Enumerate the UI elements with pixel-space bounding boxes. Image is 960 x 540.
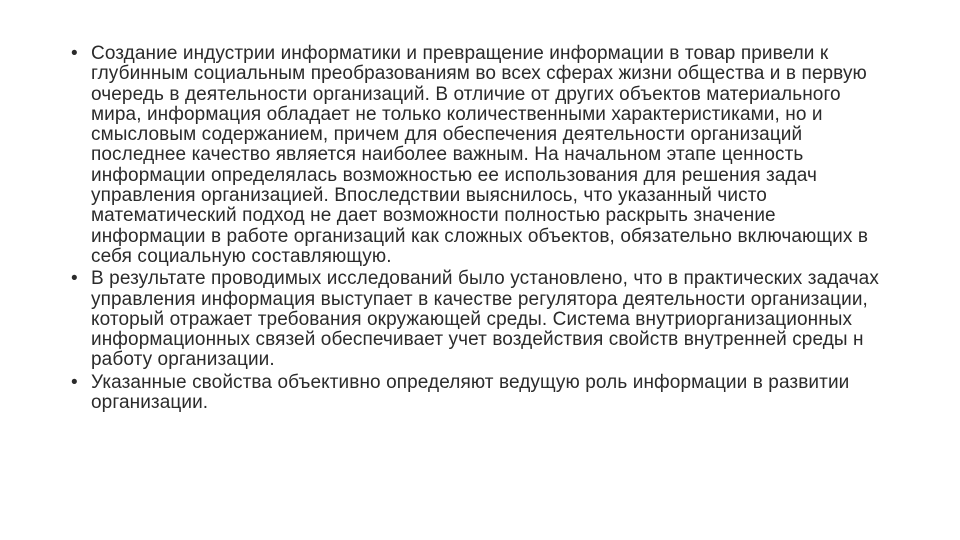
bullet-text: Указанные свойства объективно определяют ведущую роль информации в развитии организации. [91,371,850,414]
bullet-list [71,44,883,413]
bullet-marker: • [71,43,78,64]
bullet-marker: • [71,371,78,393]
bullet-text: В результате проводимых исследований было установлено, что в практических задачах управления информация выступает в качестве регулятора деятельности организации, который отражает требования окружающей среды. Система внутриорганизационных информационных связей обеспечивает учет воздействия свойств внутренней среды н работу организации. [91,268,879,371]
bullet-marker: • [71,268,78,290]
bullet-item [71,373,883,414]
bullet-item [71,269,883,370]
bullet-item [71,44,883,267]
bullet-text: Создание индустрии информатики и превращение информации в товар привели к глубинным социальным преобразованиям во всех сферах жизни общества и в первую очередь в деятельности организаций. В отличие от других объектов материального мира, информация обладает не только количественными характеристиками, но и смысловым содержанием, причем для обеспечения деятельности организаций последнее качество является наиболее важным. На начальном этапе ценность информации определялась возможностью ее использования для решения задач управления организацией. Впоследствии выяснилось, что указанный чисто математический подход не дает возможности полностью раскрыть значение информации в работе организаций как сложных объектов, обязательно включающих в себя социальную составляющую. [91,43,869,267]
